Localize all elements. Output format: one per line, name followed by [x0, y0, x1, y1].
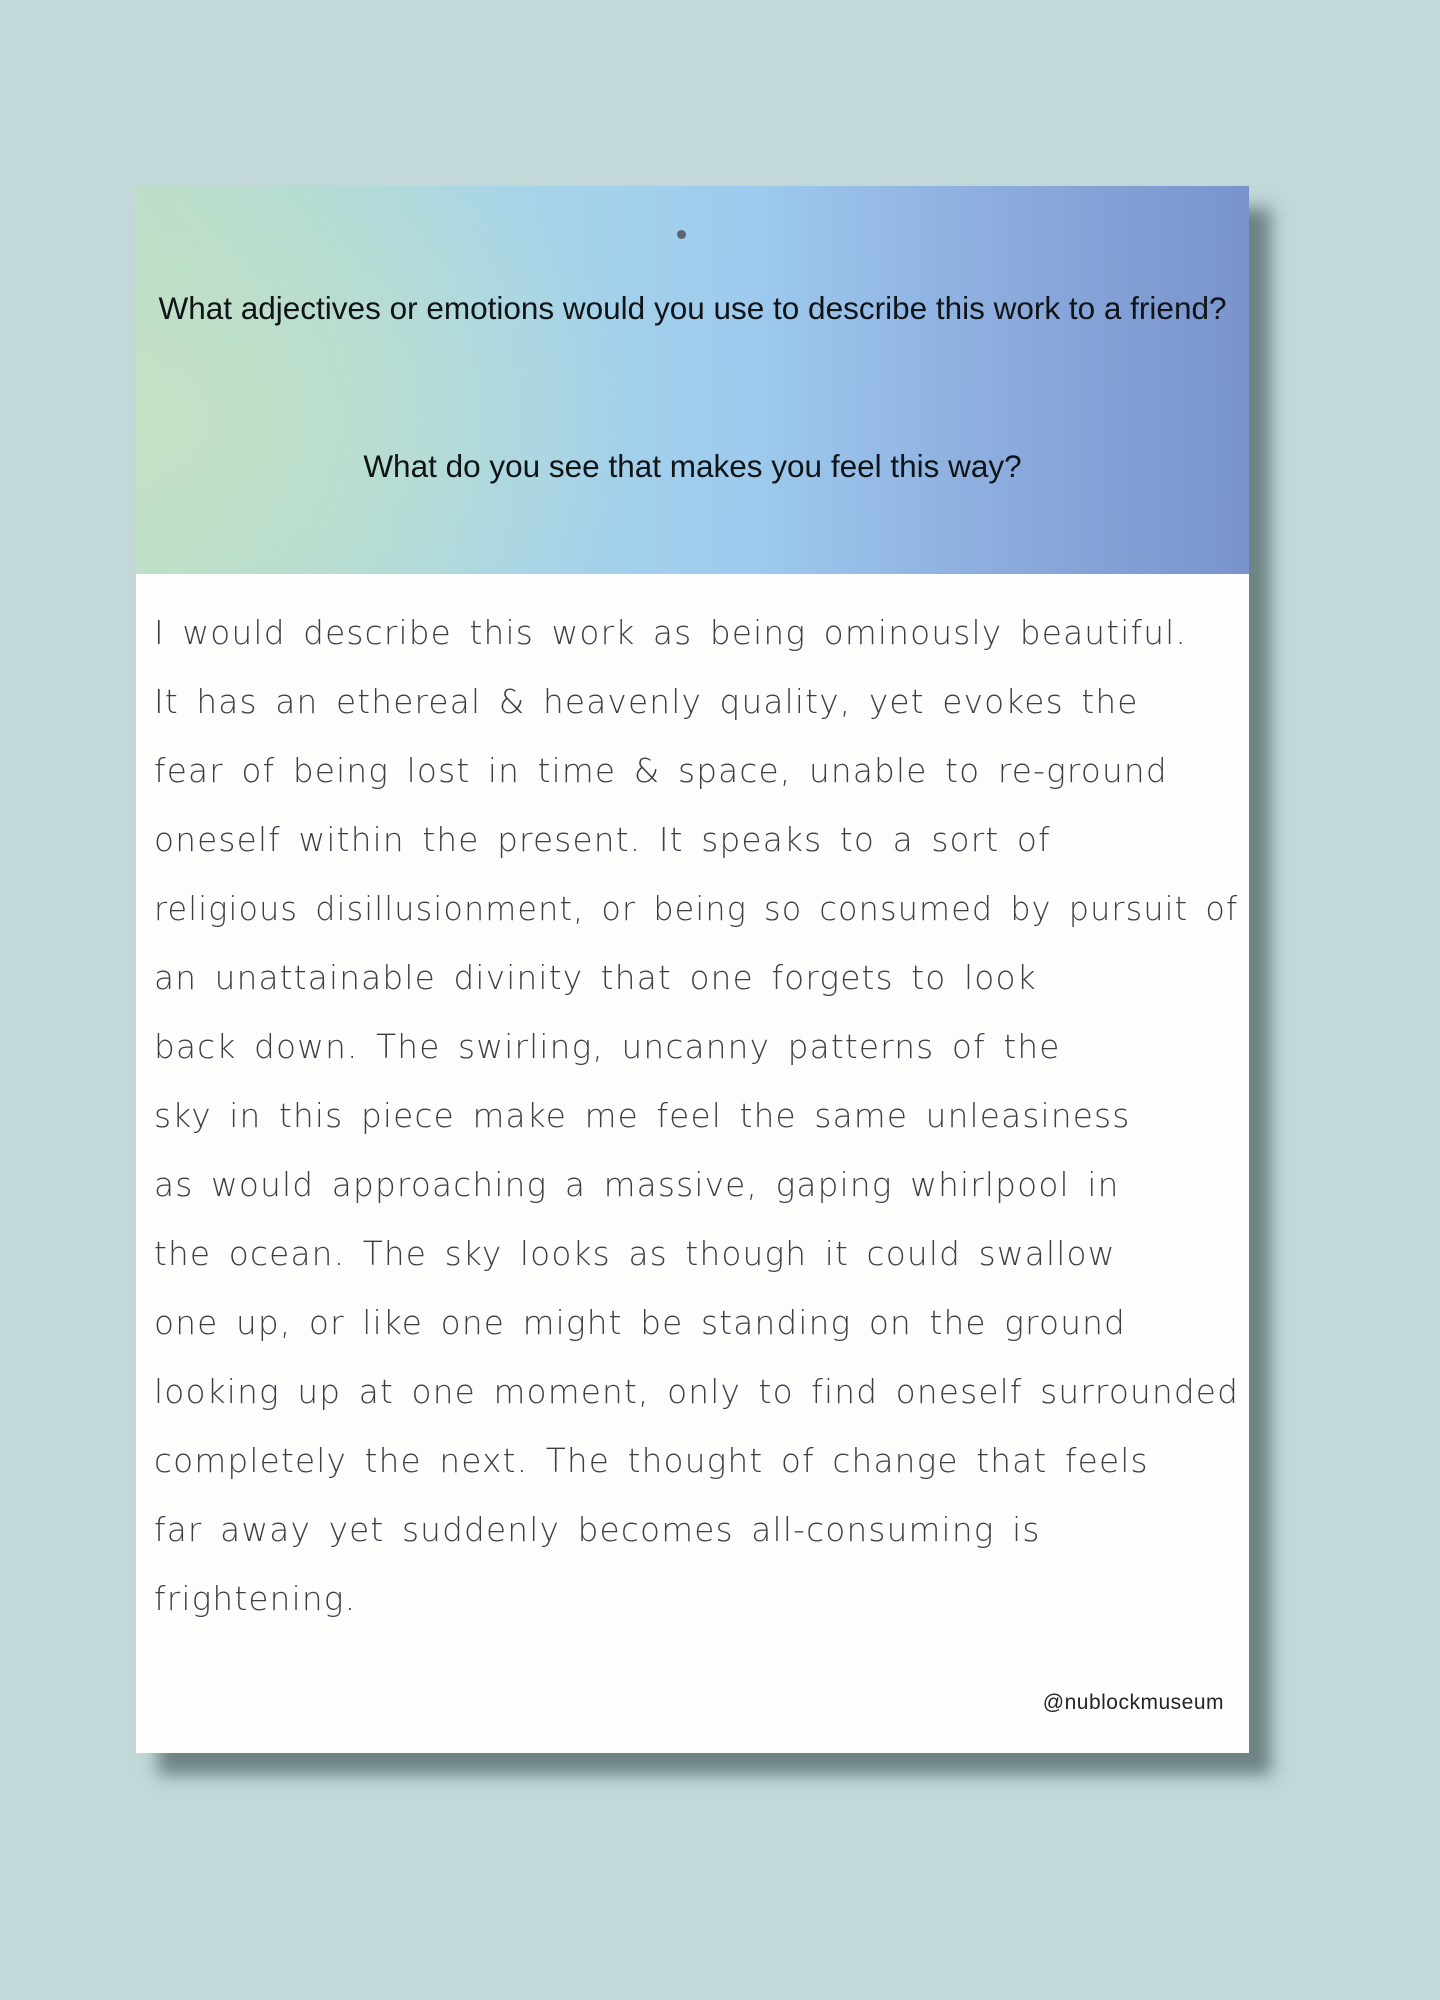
pinhole [677, 230, 686, 239]
response-line: far away yet suddenly becomes all-consuming is [154, 1510, 1041, 1549]
response-line: sky in this piece make me feel the same unleasiness [154, 1096, 1131, 1135]
prompt-question-1: What adjectives or emotions would you use to describe this work to a friend? [158, 290, 1227, 326]
response-line: completely the next. The thought of change that feels [154, 1441, 1149, 1480]
response-line: religious disillusionment, or being so consumed by pursuit of [154, 889, 1239, 928]
response-line: fear of being lost in time & space, unable to re-ground [154, 751, 1168, 790]
response-line: the ocean. The sky looks as though it could swallow [154, 1234, 1116, 1273]
prompt-question-2: What do you see that makes you feel this way? [363, 448, 1022, 484]
response-line: as would approaching a massive, gaping whirlpool in [154, 1165, 1120, 1204]
response-card [136, 186, 1249, 1753]
museum-handle: @nublockmuseum [1042, 1691, 1224, 1714]
response-line: I would describe this work as being ominously beautiful. [154, 613, 1187, 652]
response-line: frightening. [154, 1579, 357, 1618]
response-line: back down. The swirling, uncanny patterns of the [154, 1027, 1061, 1066]
response-line: It has an ethereal & heavenly quality, yet evokes the [154, 682, 1139, 721]
handwritten-response [154, 598, 1249, 1633]
response-line: looking up at one moment, only to find oneself surrounded [154, 1372, 1240, 1411]
response-line: one up, or like one might be standing on the ground [154, 1303, 1126, 1342]
response-line: an unattainable divinity that one forgets to look [154, 958, 1037, 997]
card-header [136, 186, 1249, 574]
response-line: oneself within the present. It speaks to a sort of [154, 820, 1051, 859]
